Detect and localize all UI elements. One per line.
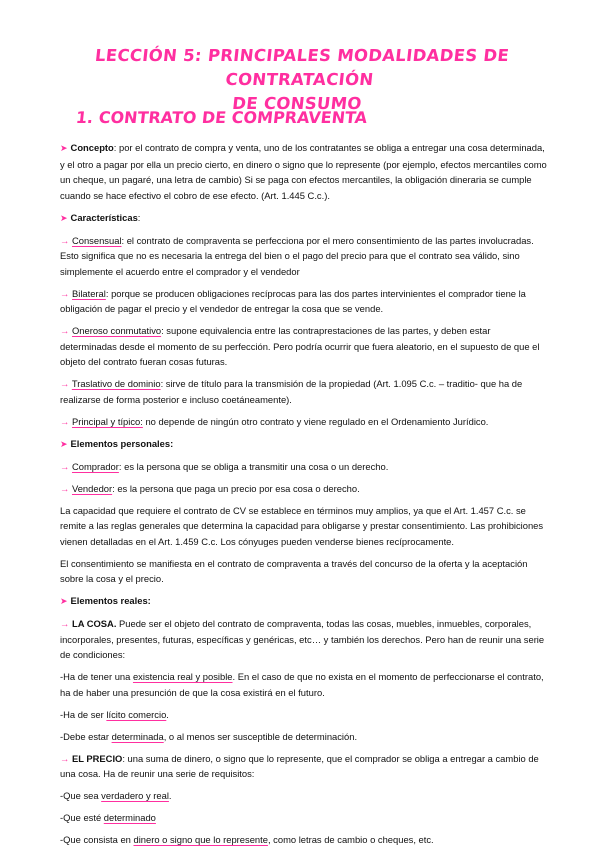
condition-prefix: -Ha de ser: [60, 708, 107, 720]
triangle-bullet-icon: ➤: [60, 212, 68, 223]
requirement-suffix: , como letras de cambio o cheques, etc.: [267, 834, 434, 845]
lesson-title: [36, 44, 563, 116]
cosa-paragraph: [60, 616, 548, 663]
caracteristica-item: [60, 286, 548, 317]
arrow-bullet-icon: →: [60, 482, 70, 494]
cosa-label: LA COSA.: [71, 618, 117, 629]
capacidad-paragraph: La capacidad que requiere el contrato de CV se establece en términos muy amplios, ya que el Art. 1.457 C.c. se remite a las reglas generales que determina la capacidad para obligarse y prestar consentimiento. Las prohibiciones vienen detalladas en el Art. 1.459 C.c. Los cónyuges pueden venderse bienes recíprocamente.: [60, 504, 544, 547]
lesson-title-line2: DE CONSUMO: [231, 94, 363, 113]
concepto-paragraph: [60, 140, 548, 203]
personales-heading: [60, 436, 548, 453]
precio-requirement: [60, 810, 548, 826]
condition-suffix: , o al menos ser susceptible de determinación.: [163, 730, 358, 742]
caracteristica-text: : supone equivalencia entre las contraprestaciones de las partes, y deben estar determinadas desde el momento de su perfección. Pero podría ocurrir que fuera aleatorio, en el supuesto de que el objeto del contrato fueran cosas futuras.: [60, 325, 540, 367]
personal-text: : es la persona que se obliga a transmitir una cosa o un derecho.: [118, 460, 389, 472]
condition-term: lícito comercio: [106, 708, 167, 720]
condition-prefix: -Debe estar: [60, 730, 112, 742]
caracteristica-term: Consensual: [71, 234, 122, 246]
arrow-bullet-icon: →: [60, 287, 70, 299]
personales-label: Elementos personales:: [70, 437, 174, 449]
caracteristica-item: [60, 376, 548, 407]
lesson-title-line1: LECCIÓN 5: PRINCIPALES MODALIDADES DE CONTRATACIÓN: [94, 46, 511, 89]
requirement-prefix: -Que consista en: [60, 834, 134, 845]
caracteristica-term: Principal y típico:: [71, 415, 143, 427]
reales-heading: [60, 593, 548, 610]
personal-term: Vendedor: [71, 482, 113, 494]
concepto-label: Concepto: [70, 142, 114, 153]
caracteristicas-heading: [60, 210, 548, 227]
personal-item: [60, 481, 548, 497]
consentimiento-paragraph: El consentimiento se manifiesta en el contrato de compraventa a través del concurso de la oferta y la aceptación sobre la cosa y el precio.: [60, 557, 528, 584]
caracteristica-text: : sirve de título para la transmisión de la propiedad (Art. 1.095 C.c. – traditio- que ha de realizarse de forma posterior e incluso coetáneamente).: [60, 378, 523, 405]
caracteristica-term: Traslativo de dominio: [71, 378, 161, 389]
requirement-term: verdadero y real: [101, 790, 169, 801]
requirement-prefix: -Que esté: [60, 812, 104, 823]
precio-label: EL PRECIO: [71, 752, 123, 764]
concepto-text: : por el contrato de compra y venta, uno de los contratantes se obliga a entregar una cosa determinada, y el otro a pagar por ella un precio cierto, en dinero o signo que lo represente (por ejemplo, efectos mercantiles como un cheque, un pagaré, una letra de cambio) Si se paga con efectos mercantiles, la obligación dineraria se cumple cuando se hace efectivo el cobro de ese efecto. (Art. 1.445 C.c.).: [60, 142, 547, 201]
cosa-condition: [60, 707, 548, 723]
triangle-bullet-icon: ➤: [60, 438, 68, 449]
section-heading: 1. CONTRATO DE COMPRAVENTA: [75, 108, 369, 127]
precio-requirement: [60, 788, 548, 804]
caracteristica-term: Bilateral: [71, 287, 106, 299]
condition-term: determinada: [111, 730, 164, 742]
personal-term: Comprador: [71, 460, 119, 472]
precio-paragraph: [60, 751, 548, 782]
arrow-bullet-icon: →: [60, 378, 70, 389]
requirement-term: determinado: [103, 812, 156, 823]
arrow-bullet-icon: →: [60, 325, 70, 336]
cosa-condition: [60, 729, 548, 745]
caracteristica-text: : el contrato de compraventa se perfecciona por el mero consentimiento de las partes involucradas. Esto significa que no es necesaria la entrega del bien o el pago del precio para que el contrato sea válido, sino simplemente el acuerdo entre el comprador y el vendedor: [60, 234, 534, 277]
cosa-condition: [60, 669, 548, 700]
condition-suffix: . En el caso de que no exista en el momento de perfeccionarse el contrato, ha de haber una presunción de que la cosa existirá en el futuro.: [60, 671, 544, 698]
condition-suffix: .: [166, 708, 169, 720]
precio-requirement: [60, 832, 548, 848]
arrow-bullet-icon: →: [60, 460, 70, 472]
caracteristica-item: [60, 323, 548, 370]
arrow-bullet-icon: →: [60, 415, 70, 427]
caracteristica-text: no depende de ningún otro contrato y viene regulado en el Ordenamiento Jurídico.: [142, 415, 489, 427]
requirement-term: dinero o signo que lo represente: [133, 834, 268, 845]
reales-label: Elementos reales:: [70, 595, 151, 606]
caracteristica-item: [60, 414, 548, 430]
condition-prefix: -Ha de tener una: [60, 671, 133, 682]
personal-text: : es la persona que paga un precio por esa cosa o derecho.: [112, 482, 360, 494]
triangle-bullet-icon: ➤: [60, 596, 68, 606]
caracteristica-term: Oneroso conmutativo: [71, 325, 162, 336]
condition-term: existencia real y posible: [132, 671, 233, 682]
caracteristicas-label: Características: [70, 211, 138, 223]
caracteristicas-colon: :: [137, 211, 141, 223]
precio-text: : una suma de dinero, o signo que lo represente, que el comprador se obliga a entregar a cambio de una cosa. Ha de reunir una serie de requisitos:: [60, 752, 539, 779]
document-body: [60, 140, 548, 854]
arrow-bullet-icon: →: [60, 752, 70, 764]
requirement-prefix: -Que sea: [60, 790, 102, 801]
triangle-bullet-icon: ➤: [60, 143, 68, 153]
caracteristica-item: [60, 233, 548, 280]
arrow-bullet-icon: →: [60, 618, 70, 629]
requirement-suffix: .: [168, 790, 172, 801]
arrow-bullet-icon: →: [60, 234, 70, 246]
caracteristica-text: : porque se producen obligaciones recíprocas para las dos partes intervinientes el comprador tiene la obligación de pagar el precio y el vendedor de entregar la cosa que se vende.: [60, 287, 526, 314]
cosa-text: Puede ser el objeto del contrato de compraventa, todas las cosas, muebles, inmuebles, corporales, incorporales, presentes, futuras, específicas y genéricas, etc… y también los derechos. Pero han de reunir una serie de condiciones:: [60, 618, 545, 660]
personal-item: [60, 459, 548, 475]
